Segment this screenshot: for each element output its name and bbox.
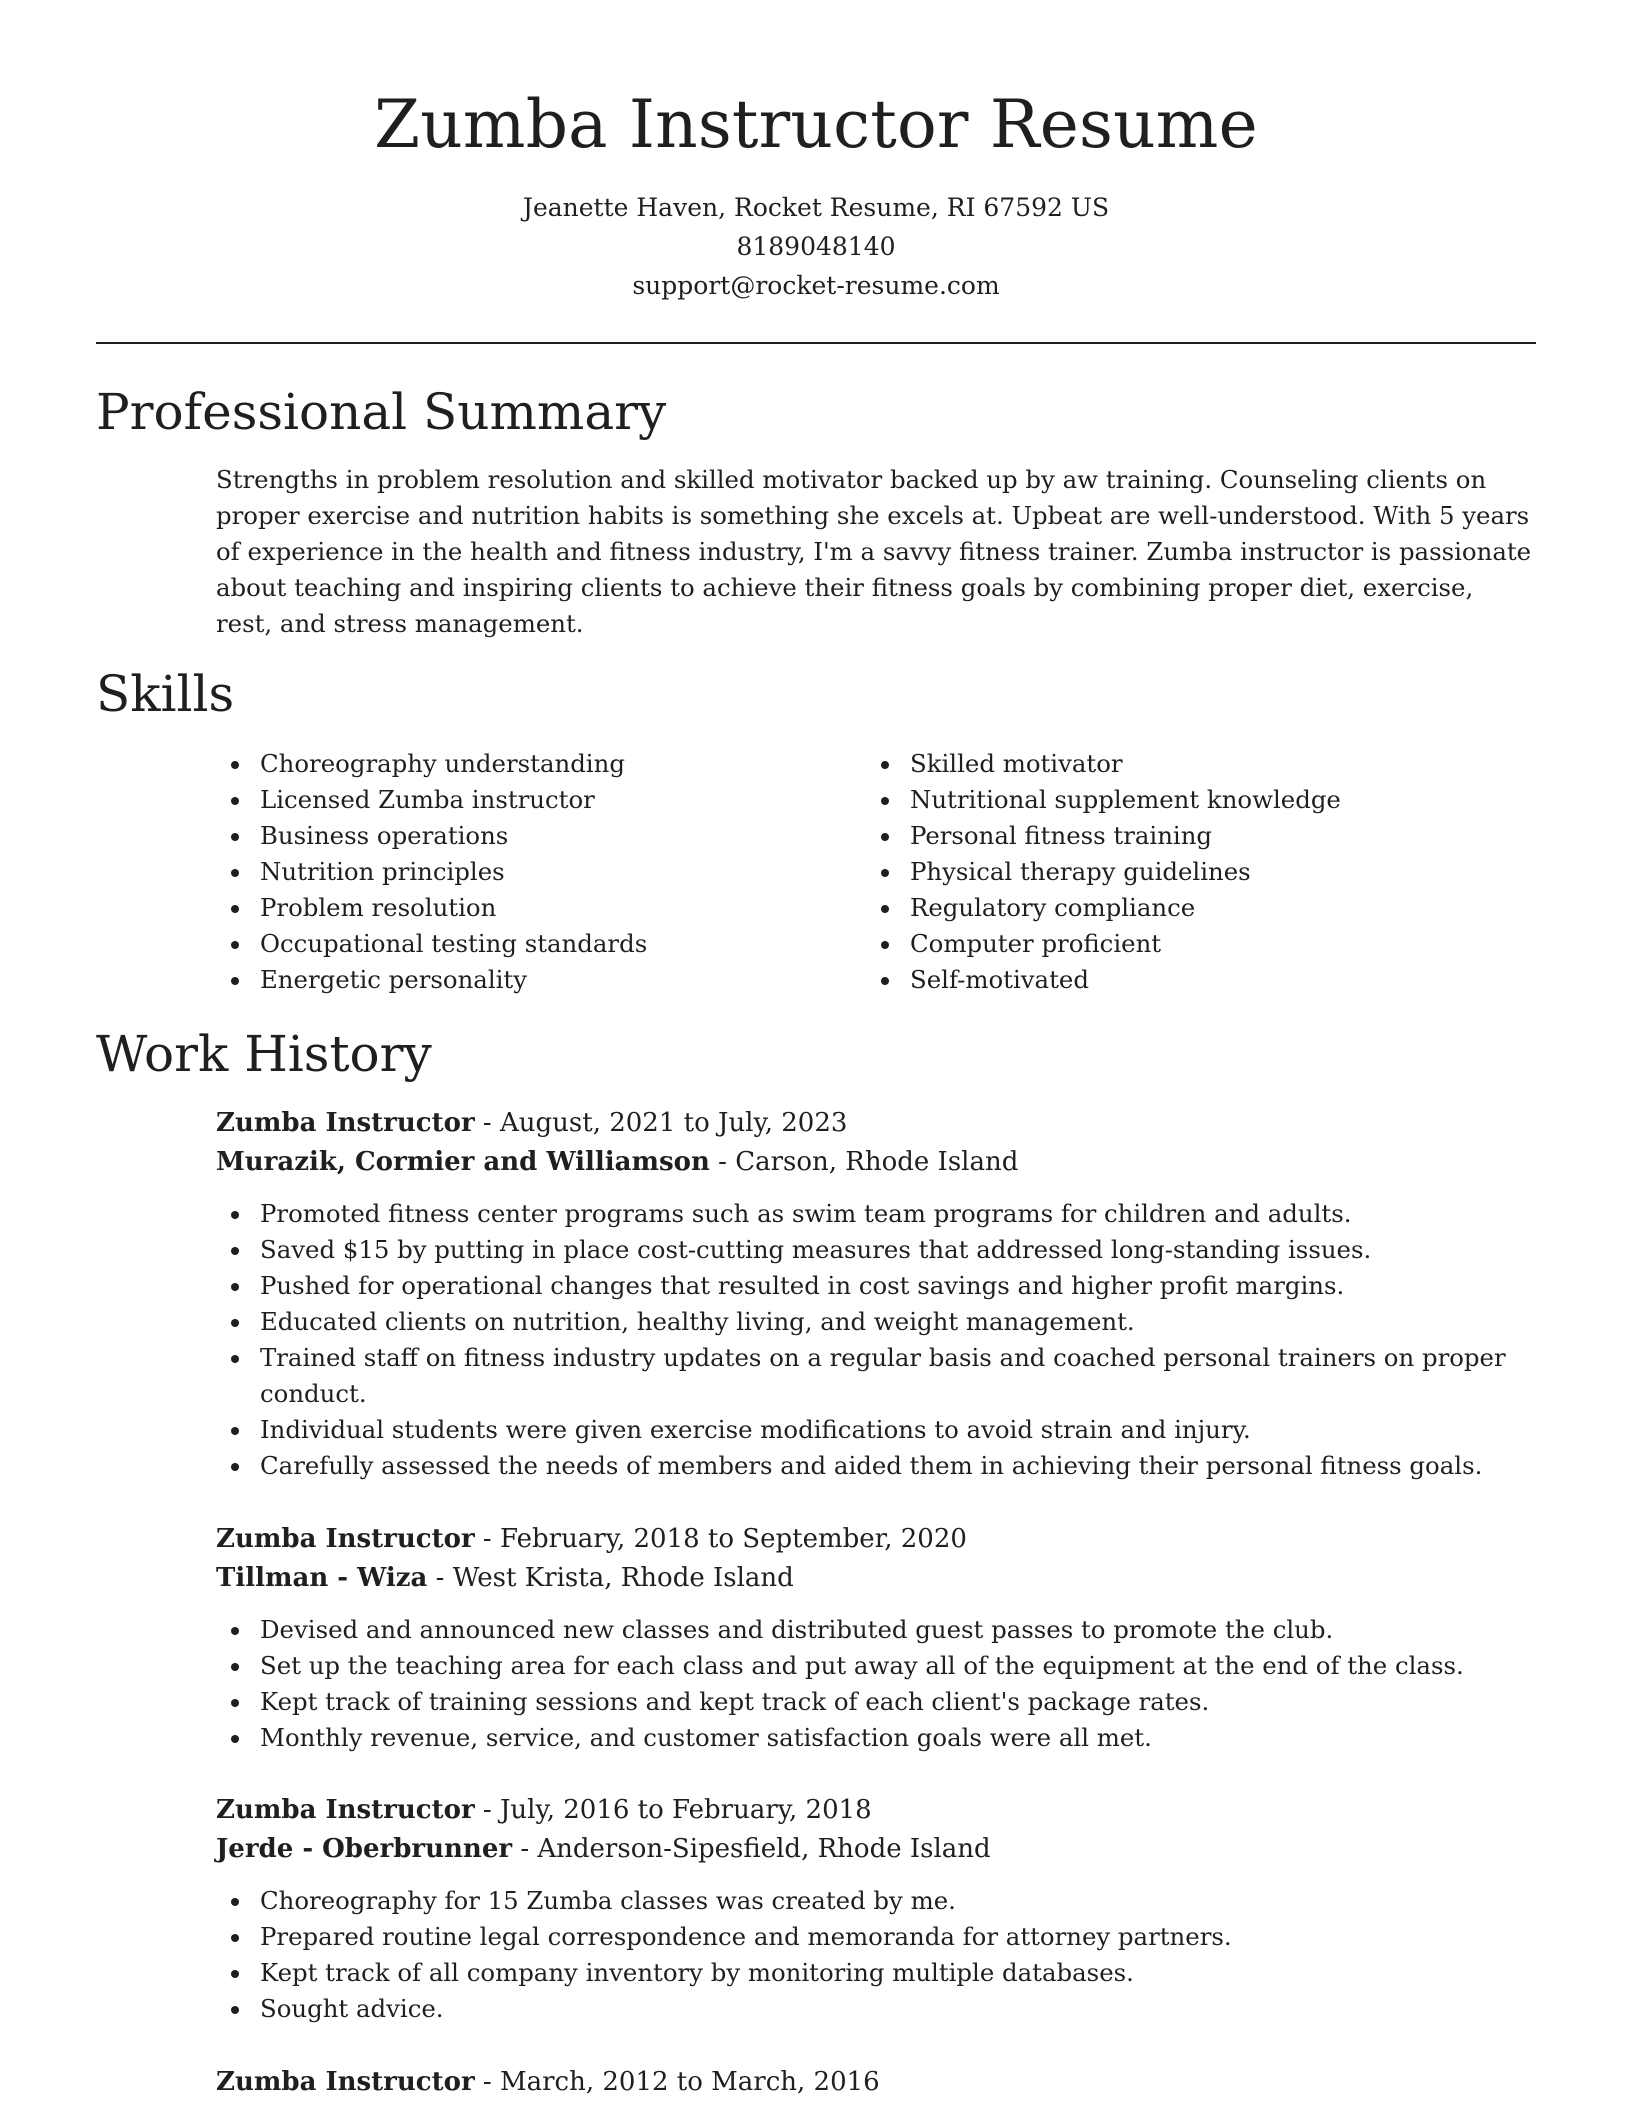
job-company-line: [216, 1143, 1536, 1182]
summary-text: Strengths in problem resolution and skilled motivator backed up by aw training. Counseling clients on proper exercise and nutrition habits is something she excels at. Upbeat are well-understood. With 5 years of experience in the health and fitness industry, I'm a savvy fitness trainer. Zumba instructor is passionate about teaching and inspiring clients to achieve their fitness goals by combining proper diet, exercise, rest, and stress management.: [216, 465, 1532, 638]
job-duty: Kept track of all company inventory by monitoring multiple databases.: [216, 1955, 1536, 1991]
work-history-heading: Work History: [96, 1025, 432, 1083]
job-location: - West Krista, Rhode Island: [427, 1563, 794, 1593]
resume-header: [0, 80, 1632, 305]
job-company-line: [216, 1559, 1536, 1598]
job-duties: [216, 1612, 1536, 1756]
header-divider: [96, 342, 1536, 344]
skill-item: Business operations: [216, 818, 836, 854]
skill-item: Computer proficient: [866, 926, 1486, 962]
job-duties: [216, 1196, 1536, 1484]
job-duty: Set up the teaching area for each class and put away all of the equipment at the end of the class.: [216, 1648, 1536, 1684]
resume-title: Zumba Instructor Resume: [374, 86, 1258, 163]
job-company: Murazik, Cormier and Williamson: [216, 1147, 710, 1177]
skill-item: Regulatory compliance: [866, 890, 1486, 926]
job-title: Zumba Instructor: [216, 1795, 475, 1825]
summary-heading: Professional Summary: [96, 383, 667, 441]
job-title: Zumba Instructor: [216, 2067, 475, 2097]
job-title-line: [216, 1104, 1536, 1143]
job-location: - Carson, Rhode Island: [709, 1147, 1019, 1177]
job-title-line: [216, 2063, 1536, 2102]
skill-item: Nutritional supplement knowledge: [866, 782, 1486, 818]
job-dates: - February, 2018 to September, 2020: [474, 1524, 967, 1554]
job-duty: Sought advice.: [216, 1991, 1536, 2027]
skill-item: Skilled motivator: [866, 746, 1486, 782]
job-duty: Educated clients on nutrition, healthy living, and weight management.: [216, 1304, 1536, 1340]
skill-item: Energetic personality: [216, 962, 836, 998]
job-company-line: [216, 1830, 1536, 1869]
skills-column-left: [216, 746, 836, 998]
skill-item: Physical therapy guidelines: [866, 854, 1486, 890]
job-duty: Saved $15 by putting in place cost-cutting measures that addressed long-standing issues.: [216, 1232, 1536, 1268]
skills-column-right: [866, 746, 1486, 998]
job-entry: [216, 1520, 1536, 1756]
job-title-line: [216, 1791, 1536, 1830]
job-entry: [216, 1791, 1536, 2027]
contact-address: Jeanette Haven, Rocket Resume, RI 67592 US: [522, 193, 1110, 222]
skills-list-left: [216, 746, 836, 998]
job-duty: Monthly revenue, service, and customer satisfaction goals were all met.: [216, 1720, 1536, 1756]
job-duty: Promoted fitness center programs such as swim team programs for children and adults.: [216, 1196, 1536, 1232]
job-company: Jerde - Oberbrunner: [216, 1834, 513, 1864]
skill-item: Personal fitness training: [866, 818, 1486, 854]
job-duty: Kept track of training sessions and kept track of each client's package rates.: [216, 1684, 1536, 1720]
skills-list-right: [866, 746, 1486, 998]
job-duty: Choreography for 15 Zumba classes was created by me.: [216, 1883, 1536, 1919]
job-title: Zumba Instructor: [216, 1524, 475, 1554]
contact-block: [0, 188, 1632, 305]
job-entry: [216, 1104, 1536, 1484]
job-company: Tillman - Wiza: [216, 1563, 428, 1593]
skill-item: Problem resolution: [216, 890, 836, 926]
skill-item: Self-motivated: [866, 962, 1486, 998]
contact-phone: 8189048140: [736, 232, 896, 261]
skill-item: Nutrition principles: [216, 854, 836, 890]
job-title-line: [216, 1520, 1536, 1559]
job-duty: Prepared routine legal correspondence and memoranda for attorney partners.: [216, 1919, 1536, 1955]
job-duty: Carefully assessed the needs of members and aided them in achieving their personal fitness goals.: [216, 1448, 1536, 1484]
job-dates: - August, 2021 to July, 2023: [474, 1108, 848, 1138]
job-dates: - July, 2016 to February, 2018: [474, 1795, 872, 1825]
job-duty: Trained staff on fitness industry updates on a regular basis and coached personal trainers on proper conduct.: [216, 1340, 1536, 1412]
job-duty: Pushed for operational changes that resulted in cost savings and higher profit margins.: [216, 1268, 1536, 1304]
skill-item: Choreography understanding: [216, 746, 836, 782]
job-duty: Individual students were given exercise modifications to avoid strain and injury.: [216, 1412, 1536, 1448]
job-dates: - March, 2012 to March, 2016: [474, 2067, 880, 2097]
job-entry: [216, 2063, 1536, 2102]
skill-item: Occupational testing standards: [216, 926, 836, 962]
skills-heading: Skills: [96, 665, 235, 723]
job-location: - Anderson-Sipesfield, Rhode Island: [512, 1834, 991, 1864]
job-title: Zumba Instructor: [216, 1108, 475, 1138]
skill-item: Licensed Zumba instructor: [216, 782, 836, 818]
job-duty: Devised and announced new classes and distributed guest passes to promote the club.: [216, 1612, 1536, 1648]
contact-email: support@rocket-resume.com: [632, 271, 1000, 300]
job-duties: [216, 1883, 1536, 2027]
